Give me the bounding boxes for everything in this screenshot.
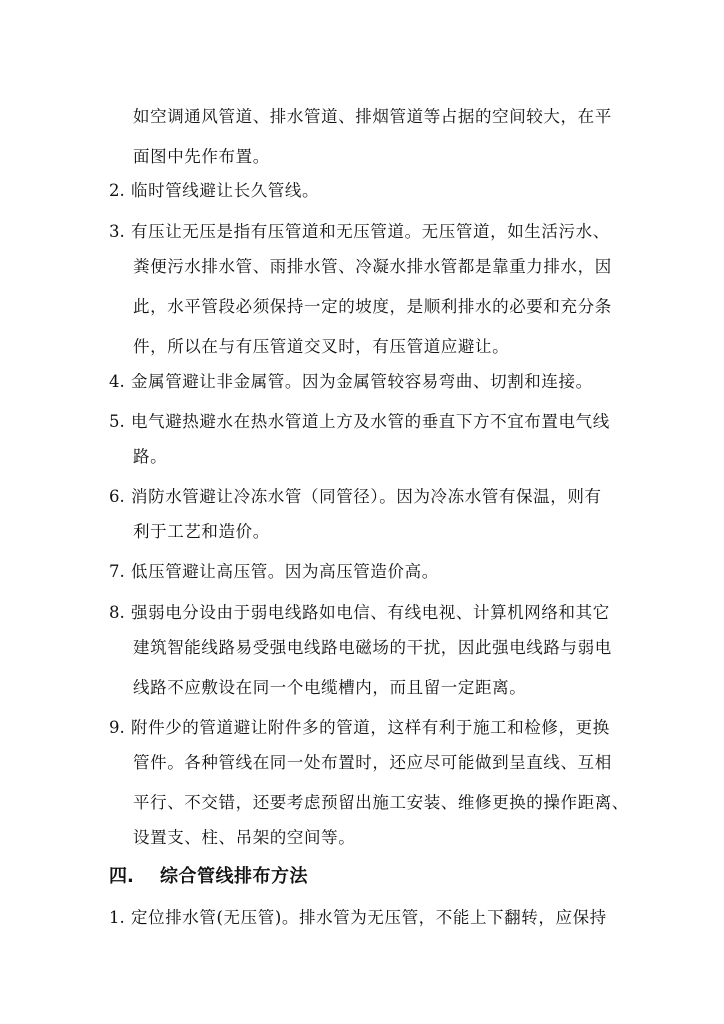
list-item-text: 定位排水管(无压管)。排水管为无压管，不能上下翻转，应保持 [131, 908, 607, 927]
list-item-text: 低压管避让高压管。因为高压管造价高。 [131, 562, 439, 581]
list-item-number: 7. [109, 562, 125, 581]
list-item-number: 8. [109, 603, 125, 622]
list-item-text: 利于工艺和造价。 [133, 522, 270, 541]
list-item-number: 5. [109, 412, 125, 431]
list-item-text: 线路不应敷设在同一个电缆槽内，而且留一定距离。 [133, 678, 527, 697]
section-title: 综合管线排布方法 [160, 866, 308, 887]
list-item-number: 2. [109, 181, 125, 200]
list-item-text: 设置支、柱、吊架的空间等。 [133, 828, 356, 847]
list-item-number: 4. [109, 372, 125, 391]
list-item-text: 粪便污水排水管、雨排水管、冷凝水排水管都是靠重力排水，因 [133, 257, 612, 276]
list-item-text: 强弱电分设由于弱电线路如电信、有线电视、计算机网络和其它 [131, 603, 610, 622]
list-item-number: 6. [109, 487, 125, 506]
list-item-text: 件，所以在与有压管道交叉时，有压管道应避让。 [133, 337, 510, 356]
intro-line: 如空调通风管道、排水管道、排烟管道等占据的空间较大，在平 [133, 107, 612, 126]
section-number: 四. [109, 866, 134, 887]
list-item-text: 管件。各种管线在同一处布置时，还应尽可能做到呈直线、互相 [133, 753, 612, 772]
list-item-text: 平行、不交错，还要考虑预留出施工安装、维修更换的操作距离、 [133, 793, 629, 812]
list-item-text: 有压让无压是指有压管道和无压管道。无压管道，如生活污水、 [131, 222, 610, 241]
list-item-text: 建筑智能线路易受强电线路电磁场的干扰，因此强电线路与弱电 [133, 638, 612, 657]
list-item-number: 9. [109, 718, 125, 737]
list-item-text: 消防水管避让冷冻水管（同管径）。因为冷冻水管有保温，则有 [131, 487, 602, 506]
list-item-text: 附件少的管道避让附件多的管道，这样有利于施工和检修，更换 [131, 718, 610, 737]
list-item-text: 路。 [133, 447, 168, 466]
list-item-number: 3. [109, 222, 125, 241]
list-item-text: 电气避热避水在热水管道上方及水管的垂直下方不宜布置电气线 [131, 412, 610, 431]
list-item-number: 1. [109, 908, 125, 927]
list-item-text: 此，水平管段必须保持一定的坡度，是顺利排水的必要和充分条 [133, 297, 612, 316]
intro-line: 面图中先作布置。 [133, 147, 270, 166]
list-item-text: 临时管线避让长久管线。 [131, 181, 320, 200]
list-item-text: 金属管避让非金属管。因为金属管较容易弯曲、切割和连接。 [131, 372, 593, 391]
